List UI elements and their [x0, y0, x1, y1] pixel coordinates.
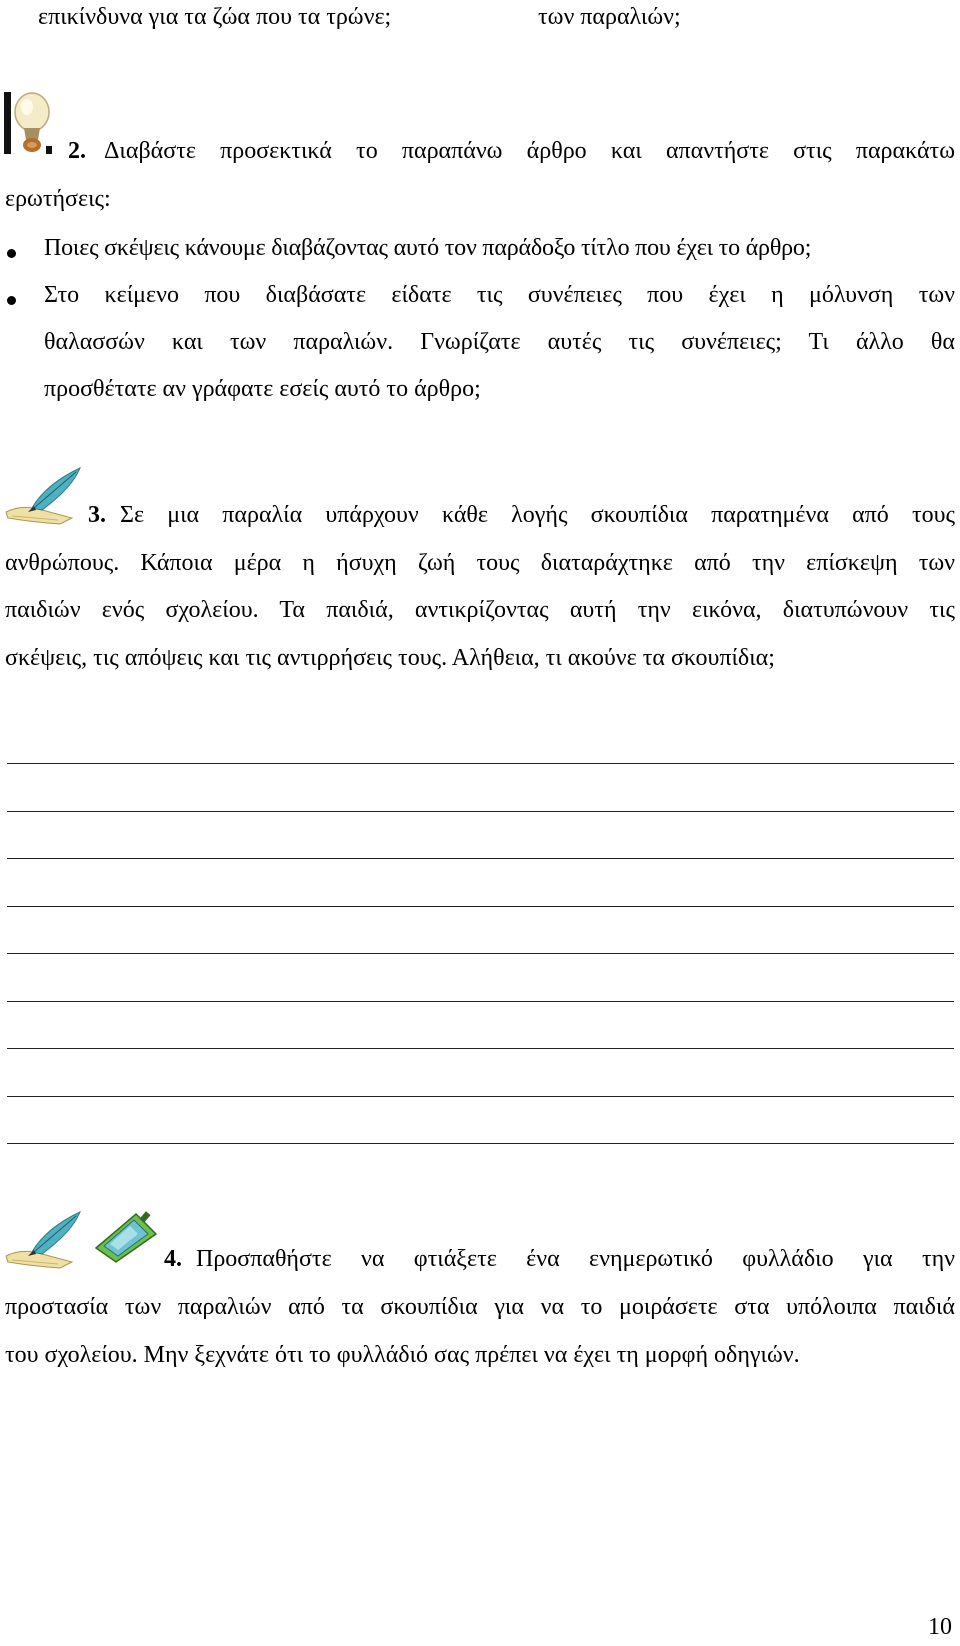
bullet-icon: [7, 296, 16, 305]
q4-line-2: προστασία των παραλιών από τα σκουπίδια για να το μοιράσετε στα υπόλοιπα παιδιά: [5, 1294, 955, 1320]
answer-line[interactable]: [7, 858, 954, 859]
q2-bullet-2-line-1: Στο κείμενο που διαβάσατε είδατε τις συνέπειες που έχει η μόλυνση των: [44, 282, 955, 308]
q2-line-2: ερωτήσεις:: [5, 186, 111, 212]
q3-line-4: σκέψεις, τις απόψεις και τις αντιρρήσεις τους. Αλήθεια, τι ακούνε τα σκουπίδια;: [5, 645, 775, 671]
quill-pen-icon: [2, 1210, 84, 1270]
top-fragment-right: των παραλιών;: [538, 4, 681, 30]
answer-line[interactable]: [7, 1001, 954, 1002]
quill-pen-icon: [2, 466, 84, 526]
q4-line-1: Προσπαθήστε να φτιάξετε ένα ενημερωτικό φυλλάδιο για την: [196, 1246, 955, 1272]
question-number-3: 3.: [88, 502, 106, 528]
q2-line-1: Διαβάστε προσεκτικά το παραπάνω άρθρο και απαντήστε στις παρακάτω: [104, 138, 955, 164]
answer-line[interactable]: [7, 906, 954, 907]
top-fragment-left: επικίνδυνα για τα ζώα που τα τρώνε;: [38, 4, 392, 30]
answer-line[interactable]: [7, 763, 954, 764]
q4-line-3: του σχολείου. Μην ξεχνάτε ότι το φυλλάδιό σας πρέπει να έχει τη μορφή οδηγιών.: [5, 1342, 800, 1368]
computer-icon: [90, 1208, 160, 1264]
answer-line[interactable]: [7, 953, 954, 954]
bullet-icon: [7, 249, 16, 258]
answer-line[interactable]: [7, 811, 954, 812]
q3-line-3: παιδιών ενός σχολείου. Τα παιδιά, αντικρίζοντας αυτή την εικόνα, διατυπώνουν τις: [5, 597, 955, 623]
question-number-2: 2.: [68, 138, 86, 164]
q2-bullet-2-line-3: προσθέτατε αν γράφατε εσείς αυτό το άρθρο;: [44, 376, 481, 402]
answer-line[interactable]: [7, 1048, 954, 1049]
question-number-4: 4.: [164, 1246, 182, 1272]
answer-line[interactable]: [7, 1143, 954, 1144]
q2-bullet-1-line-1: Ποιες σκέψεις κάνουμε διαβάζοντας αυτό τον παράδοξο τίτλο που έχει το άρθρο;: [44, 235, 812, 261]
answer-line[interactable]: [7, 1096, 954, 1097]
page-number: 10: [928, 1614, 952, 1640]
q2-bullet-2-line-2: θαλασσών και των παραλιών. Γνωρίζατε αυτές τις συνέπειες; Τι άλλο θα: [44, 329, 955, 355]
q3-line-2: ανθρώπους. Κάποια μέρα η ήσυχη ζωή τους διαταράχτηκε από την επίσκεψη των: [5, 550, 955, 576]
lightbulb-icon: [2, 88, 58, 160]
q3-line-1: Σε μια παραλία υπάρχουν κάθε λογής σκουπίδια παρατημένα από τους: [120, 502, 955, 528]
